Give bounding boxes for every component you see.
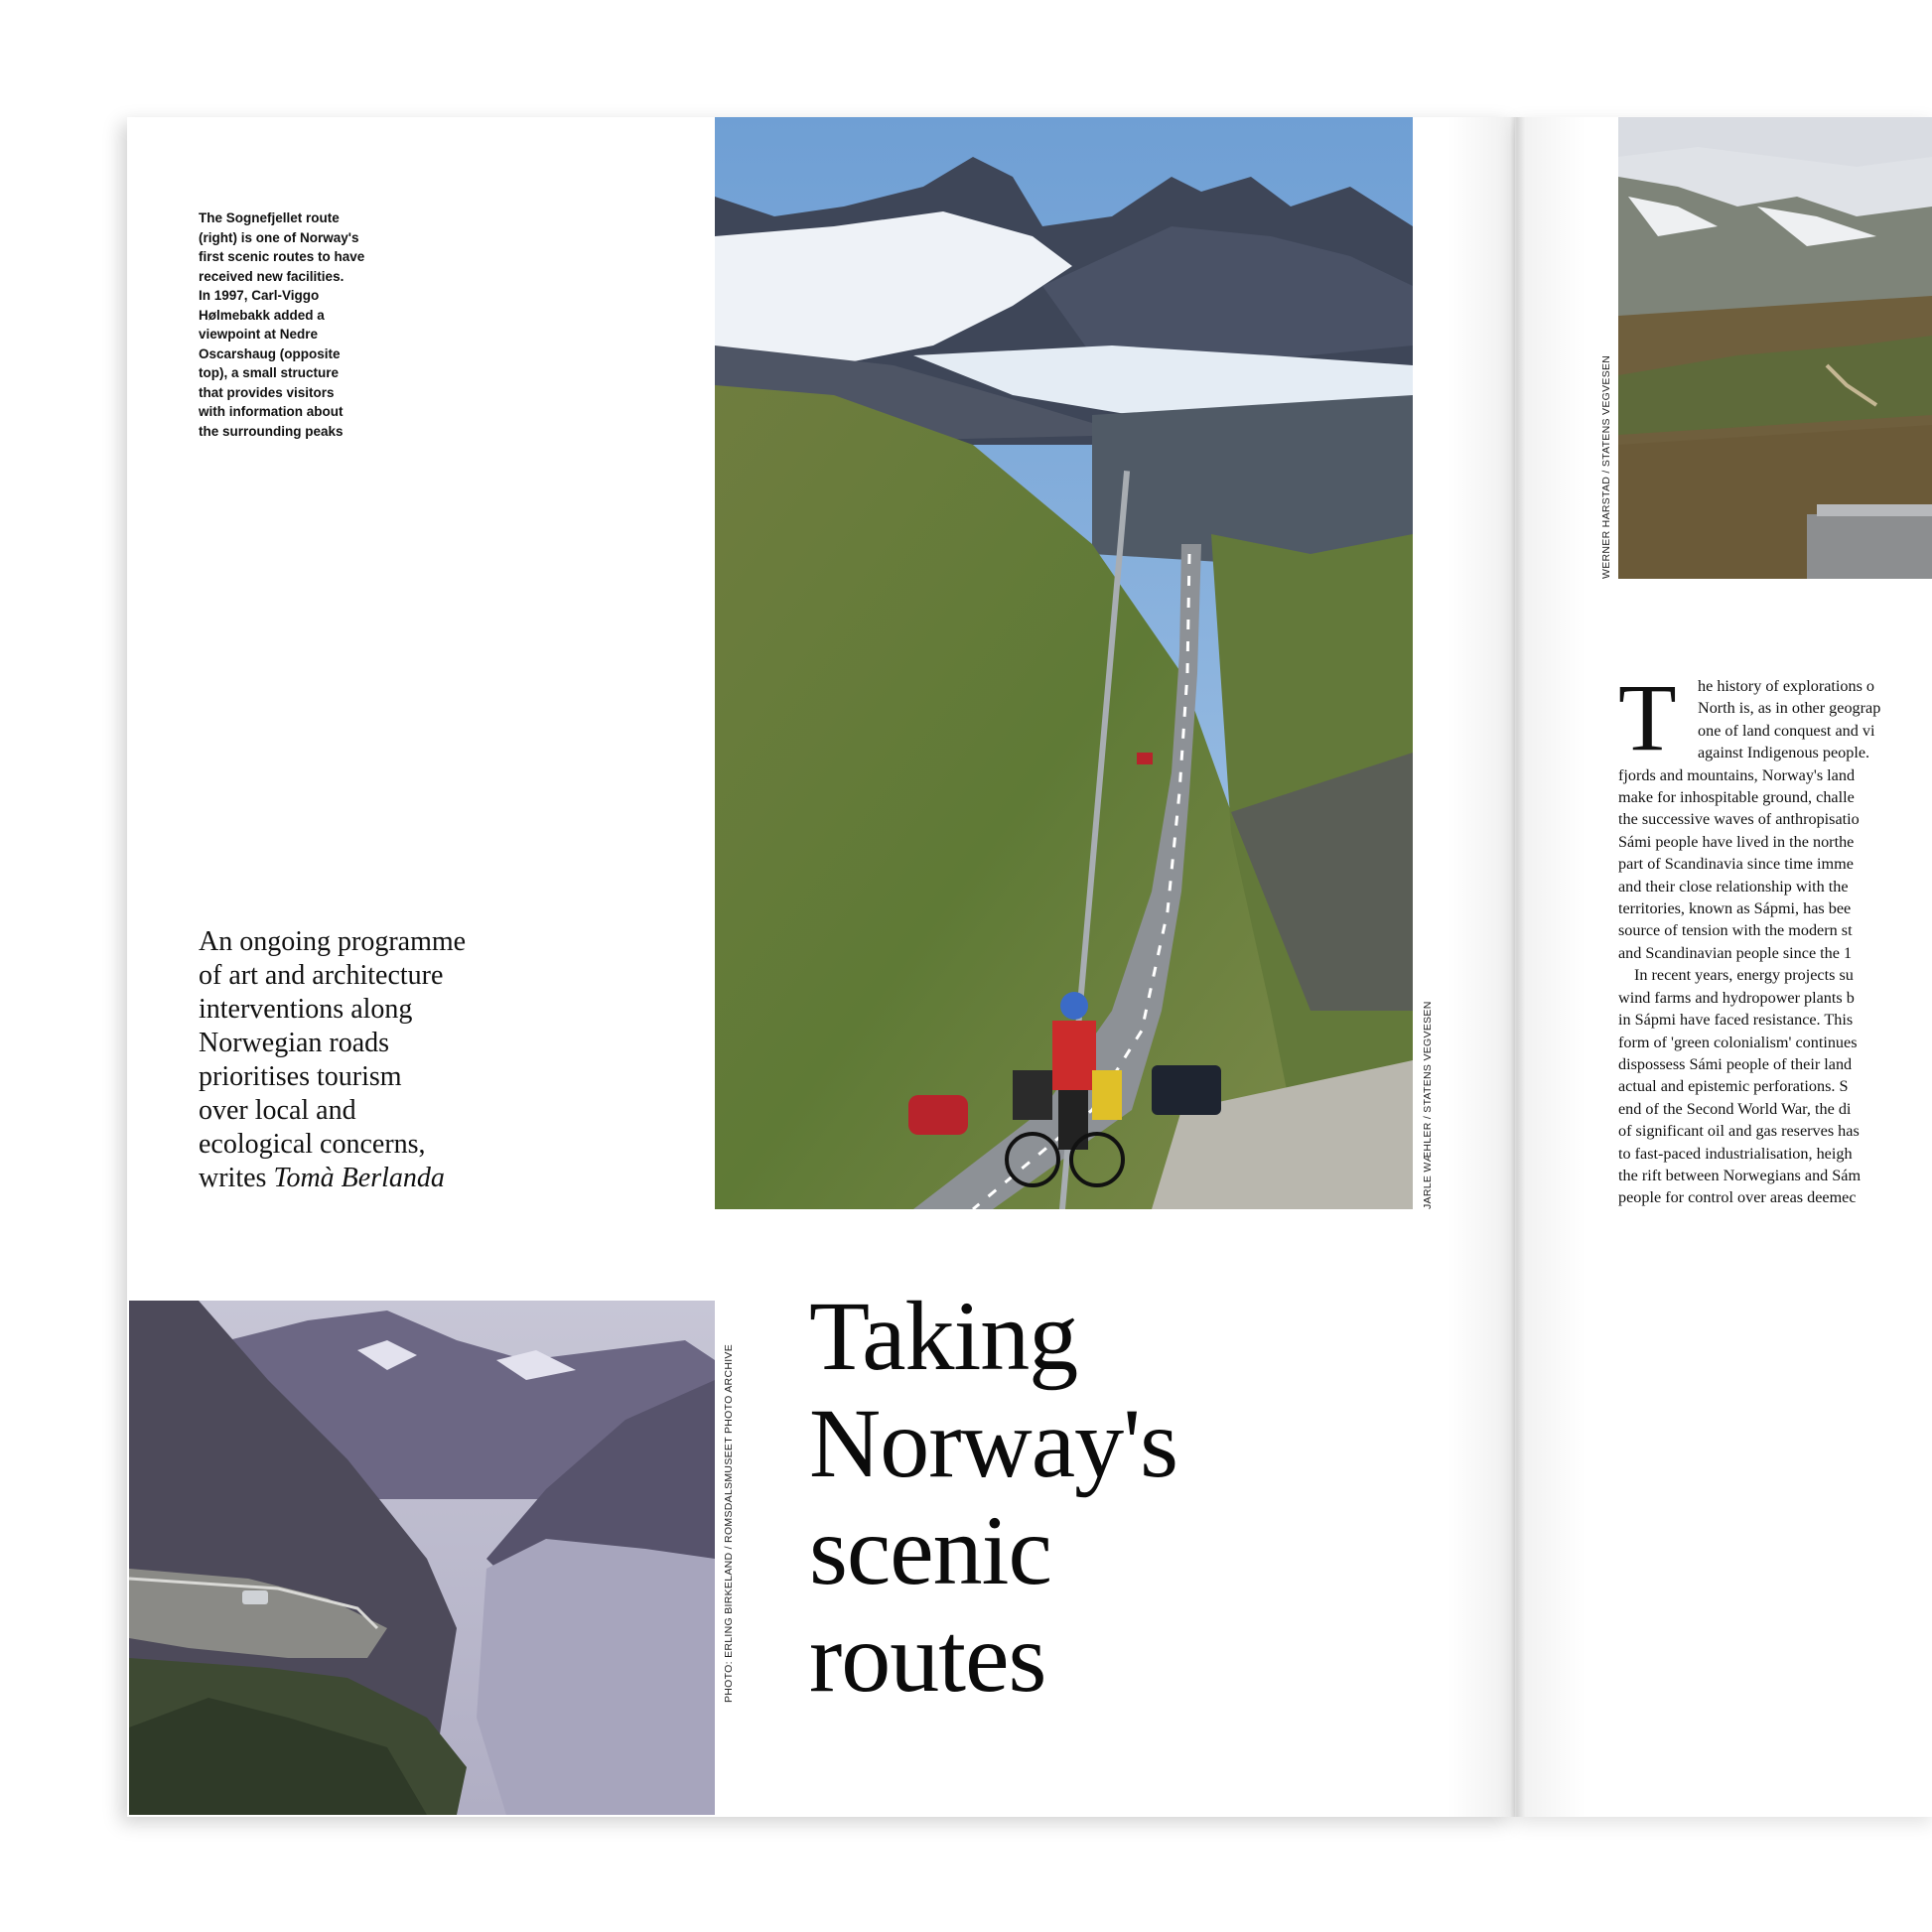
standfirst-line: prioritises tourism (199, 1061, 402, 1092)
caption-line: that provides visitors (199, 384, 335, 400)
drop-cap: T (1618, 664, 1677, 770)
caption-line: In 1997, Carl-Viggo (199, 288, 320, 303)
fjord-photo (129, 1301, 715, 1815)
right-page-photo (1618, 117, 1932, 579)
main-photo-mountain-road (715, 117, 1413, 1209)
standfirst-line: of art and architecture (199, 960, 444, 991)
page-gutter (1448, 117, 1587, 1817)
article-body (1618, 664, 1932, 1209)
standfirst-line: Norwegian roads (199, 1028, 390, 1058)
body-line: one of land conquest and vi (1698, 721, 1875, 740)
headline-line: routes (809, 1602, 1046, 1713)
body-line: actual and epistemic perforations. S (1618, 1077, 1849, 1096)
body-line: and their close relationship with the (1618, 877, 1849, 896)
body-line: end of the Second World War, the di (1618, 1099, 1852, 1118)
caption-line: the surrounding peaks (199, 423, 344, 439)
fjord-photo-credit: PHOTO: ERLING BIRKELAND / ROMSDALSMUSEET PHOTO ARCHIVE (723, 1343, 735, 1703)
body-line: against Indigenous people. (1698, 744, 1870, 762)
caption-line: with information about (199, 404, 344, 419)
standfirst-line: interventions along (199, 994, 413, 1025)
standfirst-line: over local and (199, 1095, 356, 1126)
author-name: Tomà Berlanda (273, 1163, 445, 1193)
headline-line: Taking (809, 1281, 1078, 1391)
body-line: make for inhospitable ground, challe (1618, 788, 1855, 807)
body-line: wind farms and hydropower plants b (1618, 988, 1855, 1007)
standfirst-line: ecological concerns, (199, 1129, 426, 1160)
photo-caption (199, 208, 397, 441)
headline-line: Norway's (809, 1388, 1178, 1498)
body-line: Sámi people have lived in the northe (1618, 832, 1855, 851)
writes-label: writes (199, 1163, 274, 1193)
caption-line: The Sognefjellet route (199, 210, 340, 225)
body-line: he history of explorations o (1698, 677, 1875, 695)
body-line: part of Scandinavia since time imme (1618, 855, 1854, 874)
body-line: dispossess Sámi people of their land (1618, 1054, 1853, 1073)
body-line: of significant oil and gas reserves has (1618, 1122, 1860, 1141)
body-line: the rift between Norwegians and Sám (1618, 1166, 1862, 1184)
body-line: people for control over areas deemec (1618, 1188, 1857, 1207)
caption-line: (right) is one of Norway's (199, 229, 359, 245)
main-photo-credit: JARLE WÆHLER / STATENS VEGVESEN (1422, 1001, 1434, 1209)
body-line: North is, as in other geograp (1698, 699, 1881, 718)
body-line: the successive waves of anthropisatio (1618, 810, 1860, 829)
body-line: and Scandinavian people since the 1 (1618, 943, 1853, 962)
body-line: fjords and mountains, Norway's land (1618, 765, 1856, 784)
caption-line: top), a small structure (199, 365, 340, 380)
caption-line: received new facilities. (199, 268, 345, 284)
caption-line: first scenic routes to have (199, 249, 365, 264)
body-line: In recent years, energy projects su (1634, 966, 1854, 985)
body-line: territories, known as Sápmi, has bee (1618, 899, 1852, 918)
standfirst-byline (199, 1162, 556, 1195)
standfirst-line: An ongoing programme (199, 926, 467, 957)
article-headline (809, 1283, 1325, 1712)
headline-line: scenic (809, 1495, 1051, 1605)
caption-line: Oscarshaug (opposite (199, 345, 341, 361)
body-line: in Sápmi have faced resistance. This (1618, 1011, 1854, 1030)
body-line: form of 'green colonialism' continues (1618, 1033, 1858, 1051)
caption-line: Hølmebakk added a (199, 307, 325, 323)
body-line: source of tension with the modern st (1618, 921, 1853, 940)
standfirst (199, 925, 556, 1195)
caption-line: viewpoint at Nedre (199, 327, 319, 342)
right-photo-credit: WERNER HARSTAD / STATENS VEGVESEN (1600, 354, 1612, 579)
body-line: to fast-paced industrialisation, heigh (1618, 1144, 1853, 1163)
